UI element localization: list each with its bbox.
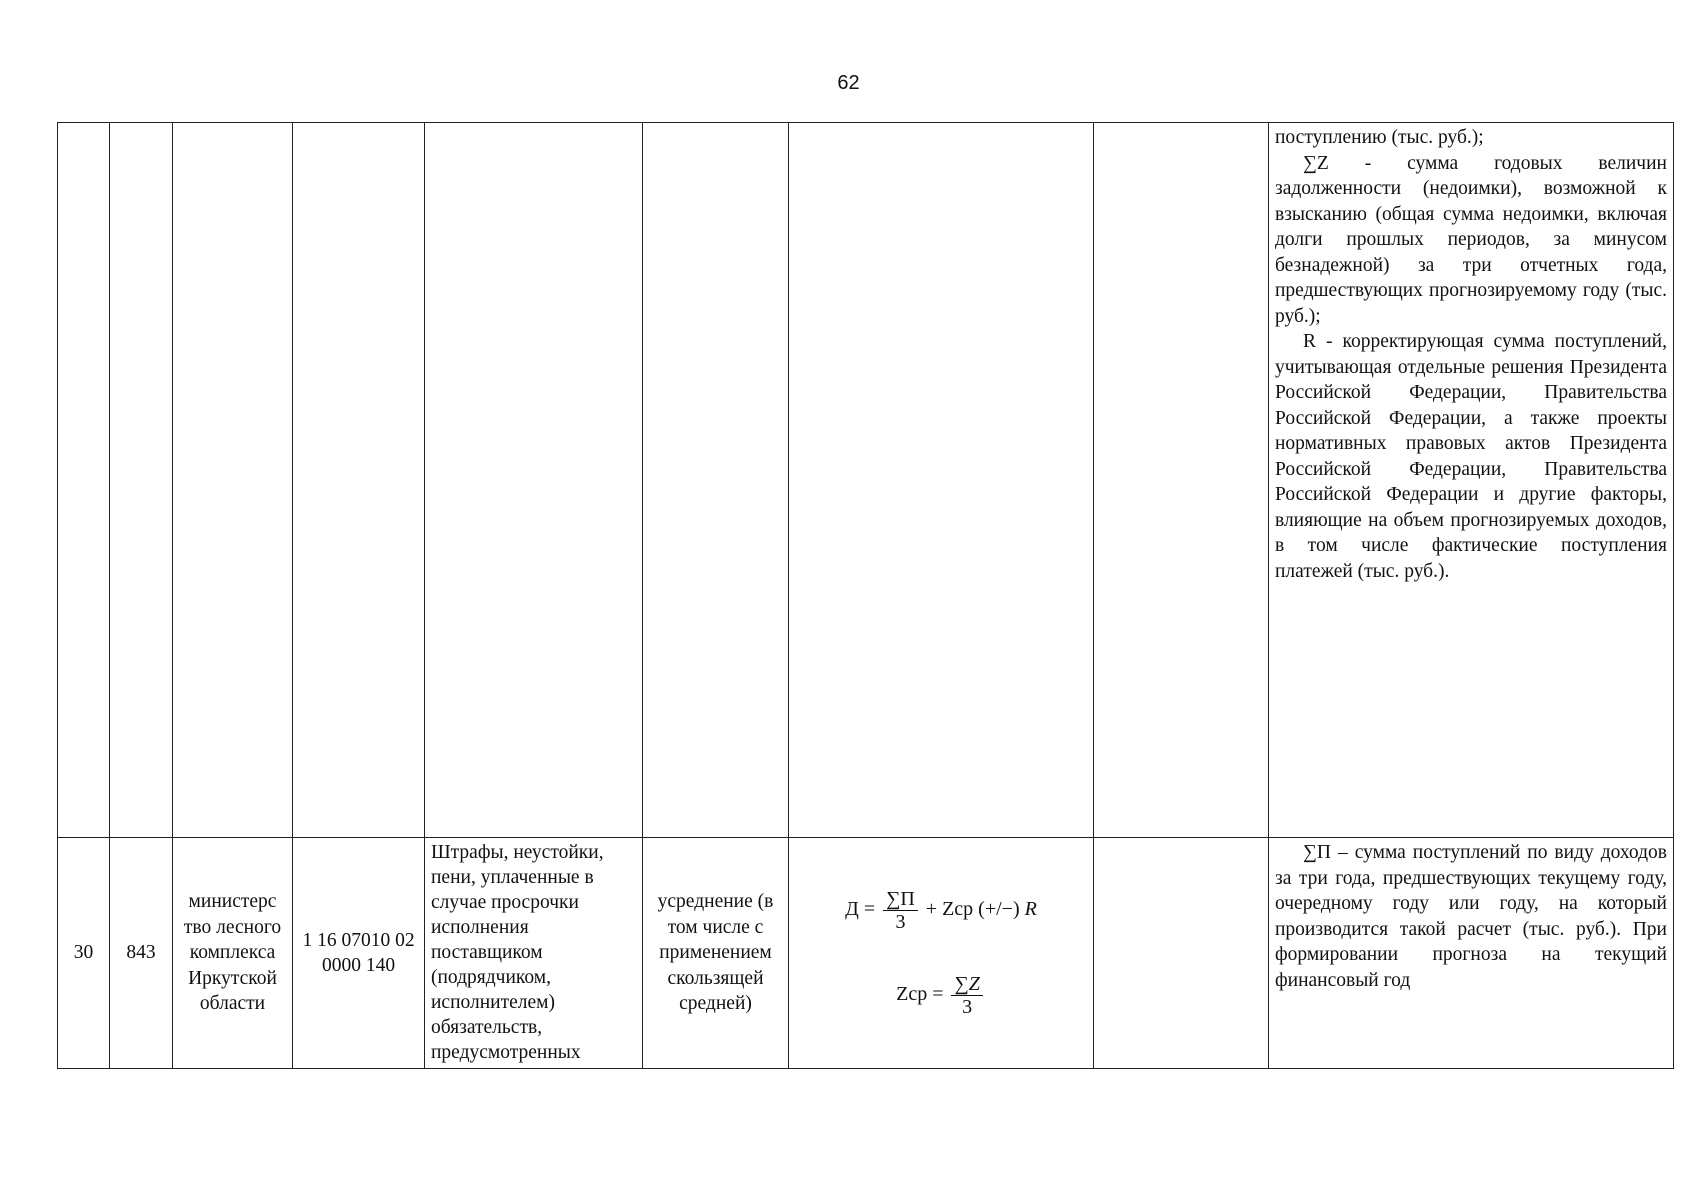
formula-d-fraction bbox=[883, 888, 918, 933]
admin-code: 843 bbox=[110, 838, 173, 1069]
administrator-name: министерс тво лесного комплекса Иркутской области bbox=[173, 838, 293, 1069]
explanation-sum-p: ∑П – сумма поступлений по виду доходов за три года, предшествующих текущему году, очередному году или году, на который производится такой расчет (тыс. руб.). При формировании прогноза на текущий финансовый год bbox=[1275, 842, 1667, 991]
cell-method bbox=[643, 123, 789, 838]
formula-zcp-fraction bbox=[951, 973, 982, 1018]
formula-zcp-lhs: Zср = bbox=[896, 983, 944, 1006]
explanation-text bbox=[1269, 838, 1674, 1069]
cell-kbk bbox=[293, 123, 425, 838]
cell-admin-code bbox=[110, 123, 173, 838]
cell-formula bbox=[789, 123, 1094, 838]
formula-d-r: R bbox=[1024, 898, 1037, 921]
explanation-line: поступлению (тыс. руб.); bbox=[1275, 127, 1484, 148]
formula-d-lhs: Д = bbox=[845, 898, 876, 921]
fraction-numerator: ∑П bbox=[883, 888, 918, 911]
fraction-denominator: 3 bbox=[895, 911, 906, 933]
formula bbox=[789, 838, 1094, 1069]
formula-d bbox=[795, 888, 1087, 933]
algorithm-cell bbox=[1094, 838, 1269, 1069]
formula-d-rhs: + Zср (+/−) bbox=[925, 898, 1020, 921]
explanation-r: R - корректирующая сумма поступлений, учитывающая отдельные решения Президента Российской Федерации, Правительства Российской Федерации, а также проекты нормативных правовых актов Президента Российской Федерации, Правительства Российской Федерации и другие факторы, влияющие на объем прогнозируемых доходов, в том числе фактические поступления платежей (тыс. руб.). bbox=[1275, 331, 1667, 582]
cell-explanation bbox=[1269, 123, 1674, 838]
cell-algorithm bbox=[1094, 123, 1269, 838]
row-number: 30 bbox=[58, 838, 110, 1069]
kbk-code: 1 16 07010 02 0000 140 bbox=[293, 838, 425, 1069]
income-forecast-table bbox=[57, 122, 1674, 1069]
table-row-continued bbox=[58, 123, 1674, 838]
income-name: Штрафы, неустойки, пени, уплаченные в случае просрочки исполнения поставщиком (подрядчиком, исполнителем) обязательств, предусмотренных bbox=[425, 838, 643, 1069]
fraction-denominator: 3 bbox=[962, 996, 973, 1018]
explanation-sum-z: ∑Z - сумма годовых величин задолженности (недоимки), возможной к взысканию (общая сумма недоимки, включая долги прошлых периодов, за минусом безнадежной) за три отчетных года, предшествующих прогнозируемому году (тыс. руб.); bbox=[1275, 152, 1667, 327]
page-number: 62 bbox=[837, 72, 860, 94]
cell-income-name bbox=[425, 123, 643, 838]
fraction-numerator: ∑Z bbox=[951, 973, 982, 996]
cell-number bbox=[58, 123, 110, 838]
calculation-method: усреднение (в том числе с применением скользящей средней) bbox=[643, 838, 789, 1069]
table-row-30 bbox=[58, 838, 1674, 1069]
cell-administrator bbox=[173, 123, 293, 838]
formula-zcp bbox=[795, 973, 1087, 1018]
